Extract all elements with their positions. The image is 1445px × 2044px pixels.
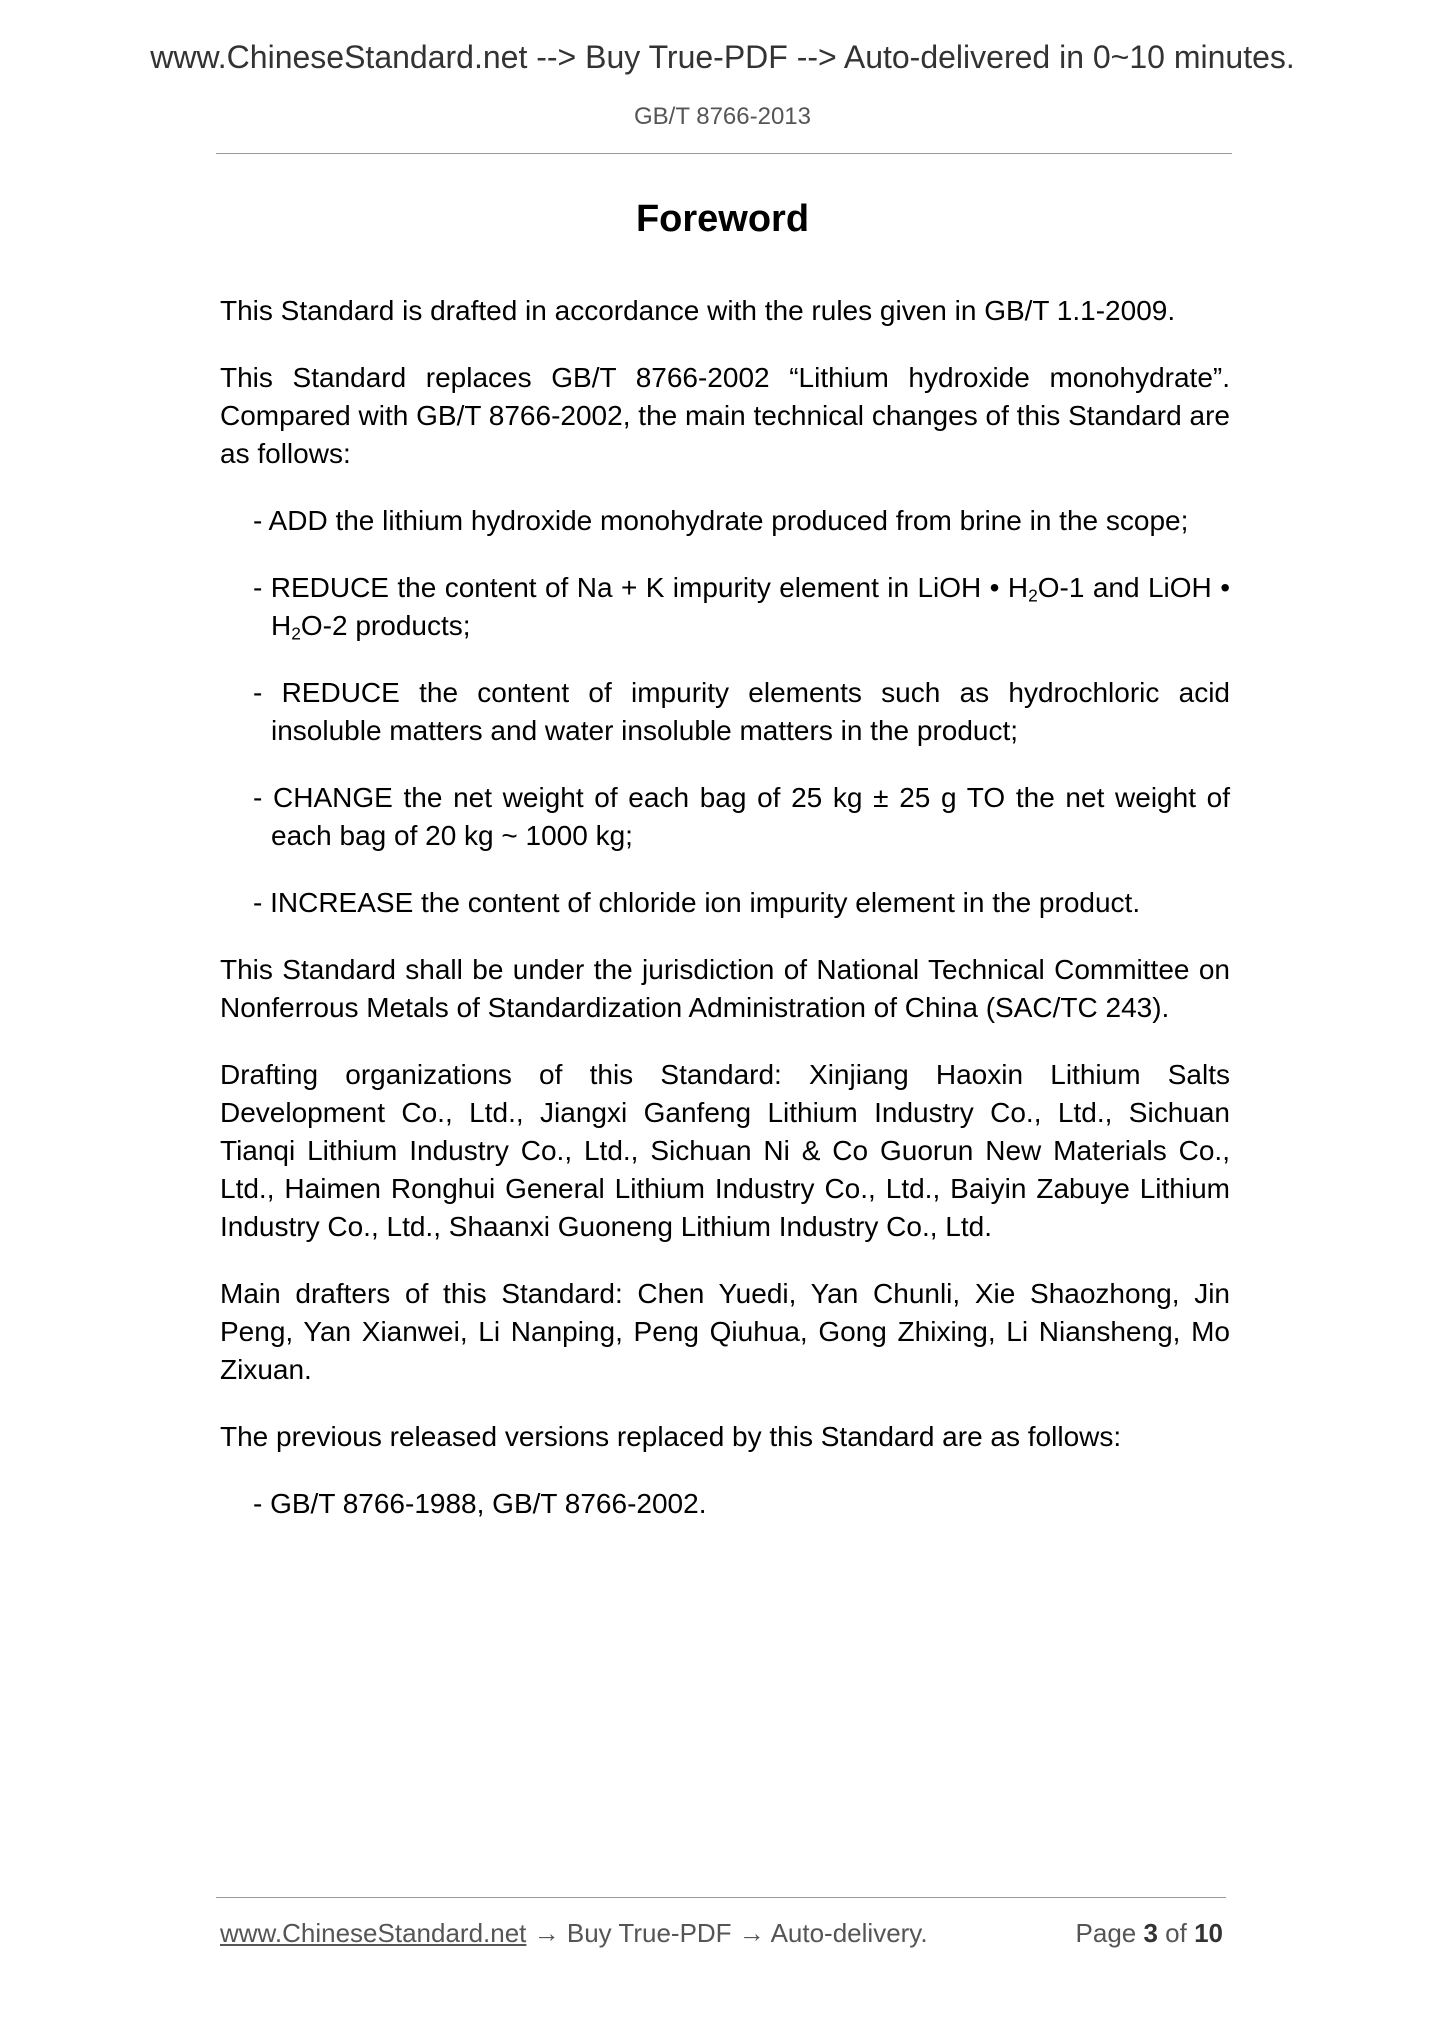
change-text-part: O-2 products; <box>300 610 471 641</box>
page-indicator <box>1076 1918 1223 1949</box>
footer-website-link[interactable]: www.ChineseStandard.net <box>220 1918 527 1948</box>
total-page-count: 10 <box>1194 1918 1223 1948</box>
header-divider <box>216 153 1232 154</box>
change-item-reduce-impurities: - REDUCE the content of impurity elements such as hydrochloric acid insoluble matters and water insoluble matters in the product; <box>253 677 1230 746</box>
change-text-part: O-1 and LiOH • H <box>271 572 1230 641</box>
page-of-label: of <box>1157 1918 1195 1948</box>
page-label: Page <box>1075 1918 1144 1948</box>
paragraph-drafting-organizations: Drafting organizations of this Standard: Xinjiang Haoxin Lithium Salts Development Co., Ltd., Jiangxi Ganfeng Lithium Industry Co., Ltd., Sichuan Tianqi Lithium Industry Co., Ltd., Sichuan Ni & Co Guorun New Materials Co., Ltd., Haimen Ronghui General Lithium Industry Co., Ltd., Baiyin Zabuye Lithium Industry Co., Ltd., Shaanxi Guoneng Lithium Industry Co., Ltd. <box>220 1059 1230 1242</box>
paragraph-previous-versions: The previous released versions replaced by this Standard are as follows: <box>220 1421 1122 1452</box>
paragraph-main-drafters: Main drafters of this Standard: Chen Yuedi, Yan Chunli, Xie Shaozhong, Jin Peng, Yan Xianwei, Li Nanping, Peng Qiuhua, Gong Zhixing, Li Niansheng, Mo Zixuan. <box>220 1278 1230 1385</box>
foreword-body <box>220 292 1230 1552</box>
subscript-two: 2 <box>291 623 301 644</box>
change-text-part: - REDUCE the content of Na + K impurity element in LiOH • H <box>253 572 1029 603</box>
change-item-add: - ADD the lithium hydroxide monohydrate produced from brine in the scope; <box>253 505 1189 536</box>
footer-divider <box>216 1897 1226 1898</box>
subscript-two: 2 <box>1028 585 1038 606</box>
footer-tagline-text: → Buy True-PDF → Auto-delivery. <box>526 1918 928 1948</box>
paragraph-jurisdiction: This Standard shall be under the jurisdiction of National Technical Committee on Nonferrous Metals of Standardization Administration of China (SAC/TC 243). <box>220 954 1230 1023</box>
change-item-net-weight: - CHANGE the net weight of each bag of 25 kg ± 25 g TO the net weight of each bag of 20 kg ~ 1000 kg; <box>253 782 1230 851</box>
paragraph-drafting-rules: This Standard is drafted in accordance with the rules given in GB/T 1.1-2009. <box>220 295 1176 326</box>
current-page-number: 3 <box>1143 1918 1158 1948</box>
change-item-reduce-na-k <box>220 569 1230 645</box>
previous-versions-item: - GB/T 8766-1988, GB/T 8766-2002. <box>253 1488 707 1519</box>
top-banner: www.ChineseStandard.net --> Buy True-PDF --> Auto-delivered in 0~10 minutes. <box>150 39 1295 75</box>
paragraph-replaces: This Standard replaces GB/T 8766-2002 “Lithium hydroxide monohydrate”. Compared with GB/T 8766-2002, the main technical changes of this Standard are as follows: <box>220 362 1230 469</box>
page-title: Foreword <box>635 198 810 240</box>
footer-tagline <box>220 1918 928 1949</box>
change-item-increase-chloride: - INCREASE the content of chloride ion impurity element in the product. <box>253 887 1141 918</box>
document-code: GB/T 8766-2013 <box>633 103 811 130</box>
